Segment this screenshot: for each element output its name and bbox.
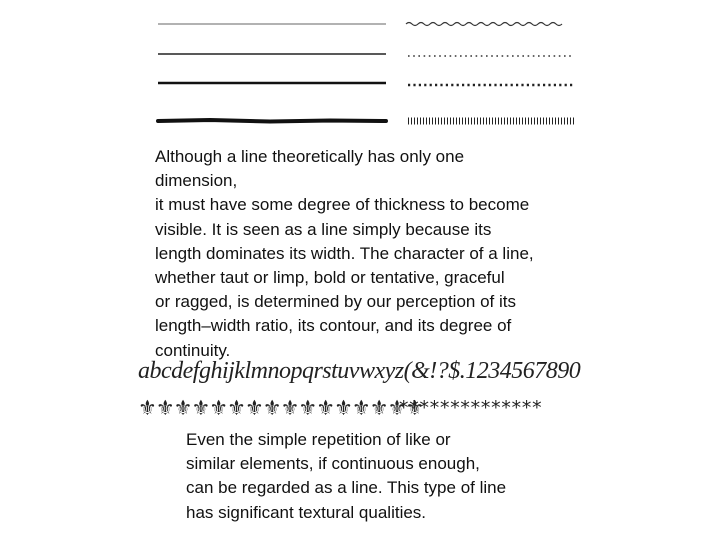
paragraph-line: can be regarded as a line. This type of line <box>186 478 507 498</box>
thick-rough-line <box>158 120 386 122</box>
asterisk-repetition-line: ************** <box>398 397 542 419</box>
paragraph-repetition <box>186 428 506 525</box>
paragraph-line: dimension, <box>155 171 238 191</box>
wavy-line <box>406 23 562 26</box>
letter-repetition-line: abcdefghijklmnopqrstuvwxyz(&!?$.1234567890 <box>138 358 581 384</box>
line-samples-illustration <box>150 10 580 130</box>
fleur-de-lis-repetition-line: ⚜⚜⚜⚜⚜⚜⚜⚜⚜⚜⚜⚜⚜⚜⚜⚜ <box>138 396 424 420</box>
paragraph-line: Although a line theoretically has only one <box>155 147 465 166</box>
paragraph-line-definition <box>155 145 534 363</box>
paragraph-line: Even the simple repetition of like or <box>186 430 451 449</box>
paragraph-line: it must have some degree of thickness to become <box>155 195 530 215</box>
paragraph-line: similar elements, if continuous enough, <box>186 454 480 474</box>
paragraph-line: visible. It is seen as a line simply because its <box>155 219 492 239</box>
paragraph-line: or ragged, is determined by our perception of its <box>155 292 516 312</box>
line-samples-svg <box>150 10 580 130</box>
paragraph-line: continuity. <box>155 340 231 360</box>
paragraph-line: length dominates its width. The character of a line, <box>155 243 534 263</box>
paragraph-line: has significant textural qualities. <box>186 502 427 522</box>
paragraph-line: whether taut or limp, bold or tentative, graceful <box>155 268 505 288</box>
paragraph-line: length–width ratio, its contour, and its degree of <box>155 316 512 336</box>
